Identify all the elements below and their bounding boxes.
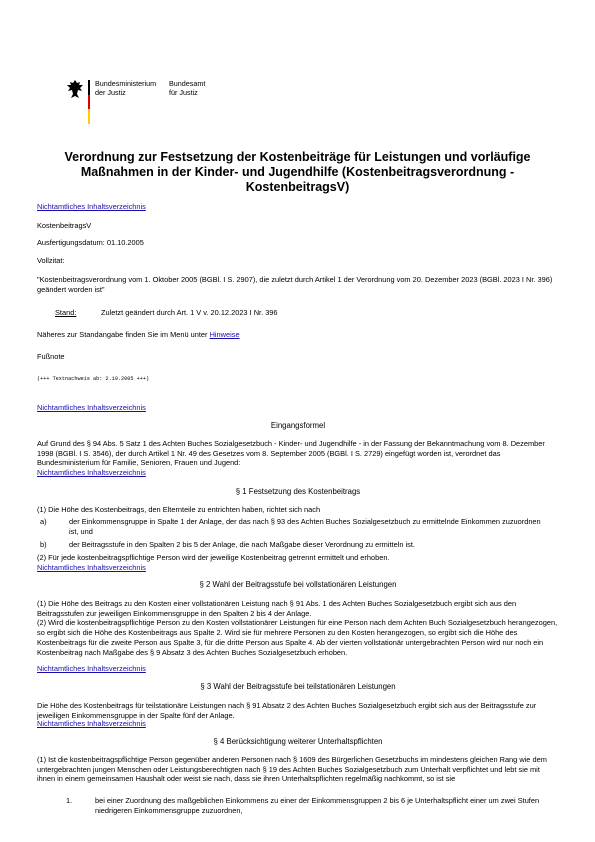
toc-link[interactable]: Nichtamtliches Inhaltsverzeichnis [37, 468, 146, 477]
s1-item-b-text: der Beitragsstufe in den Spalten 2 bis 5 der Anlage, die nach Maßgabe dieser Verordnung zu ermitteln ist. [69, 540, 415, 549]
vollzitat-label: Vollzitat: [37, 256, 65, 265]
toc-link[interactable]: Nichtamtliches Inhaltsverzeichnis [37, 719, 146, 728]
s1-item-b-label: b) [40, 540, 47, 549]
stand-value: Zuletzt geändert durch Art. 1 V v. 20.12.2023 I Nr. 396 [101, 308, 278, 317]
footnote-text: (+++ Textnachweis ab: 2.10.2005 +++) [37, 376, 150, 382]
s4-item-1-label: 1. [66, 796, 73, 805]
german-flag-bar [88, 80, 90, 124]
page-title: Verordnung zur Festsetzung der Kostenbeiträge für Leistungen und vorläufige Maßnahmen in der Kinder- und Jugendhilfe (Kostenbeitragsverordnung - KostenbeitragsV) [64, 150, 531, 194]
section-title-eingang: Eingangsformel [270, 421, 326, 430]
section-title-3: § 3 Wahl der Beitragsstufe bei teilstationären Leistungen [200, 682, 396, 691]
s1-item-a-label: a) [40, 517, 47, 526]
s2-text: (1) Die Höhe des Beitrags zu den Kosten einer vollstationären Leistung nach § 91 Abs. 1 des Achten Buches Sozialgesetzbuch ergibt sich aus den Beitragsstufen zur jeweiligen Einkommensgruppe in den Spalten 2 bis 4 der Anlage. (2) Wird die kostenbeitragspflichtige Person zu den Kosten vollstationärer Leistungen für eine Person nach dem Achten Buch Sozialgesetzbuch herangezogen, so ergibt sich die Höhe des Kostenbeitrags aus Spalte 2. Wird sie für mehrere Personen zu den Kosten herangezogen, so ergibt sich die Höhe des Kostenbeitrags für die zweite Person aus Spalte 3, für die dritte Person aus Spalte 4. Ab der vierten vollstationär untergebrachten Person wird nur noch ein Kostenbeitrag nach Maßgabe des § 9 Absatz 3 des Achten Buches Sozialgesetzbuch erhoben. [37, 599, 558, 657]
toc-link[interactable]: Nichtamtliches Inhaltsverzeichnis [37, 403, 146, 412]
footnote-heading: Fußnote [37, 352, 65, 361]
s4-item-1-text: bei einer Zuordnung des maßgeblichen Einkommens zu einer der Einkommensgruppen 2 bis 6 je Unterhaltspflicht einer um zwei Stufen niedrigeren Einkommensgruppe zuzuordnen, [95, 796, 540, 815]
toc-link[interactable]: Nichtamtliches Inhaltsverzeichnis [37, 563, 146, 572]
section-title-4: § 4 Berücksichtigung weiterer Unterhaltspflichten [213, 737, 383, 746]
toc-link[interactable]: Nichtamtliches Inhaltsverzeichnis [37, 664, 146, 673]
eingang-text: Auf Grund des § 94 Abs. 5 Satz 1 des Achten Buches Sozialgesetzbuch - Kinder- und Jugendhilfe - in der Fassung der Bekanntmachung vom 8. Dezember 1998 (BGBl. I S. 3546), der durch Artikel 1 Nr. 49 des Gesetzes vom 8. September 2005 (BGBl. I S. 2729) eingefügt worden ist, verordnet das Bundesministerium für Familie, Senioren, Frauen und Jugend: [37, 439, 545, 468]
s3-text: Die Höhe des Kostenbeitrags für teilstationäre Leistungen nach § 91 Absatz 2 des Achten Buches Sozialgesetzbuch ergibt sich aus der Beitragsstufe zur jeweiligen Einkommensgruppe in der Spalte fünf der Anlage. [37, 701, 537, 720]
s4-text: (1) Ist die kostenbeitragspflichtige Person gegenüber anderen Personen nach § 1609 des Bürgerlichen Gesetzbuchs im mindestens gleichen Rang wie dem untergebrachten jungen Menschen oder Leistungsberechtigten nach § 19 des Achten Buches Sozialgesetzbuch zum Unterhalt verpflichtet und lebt sie mit ihnen in einem gemeinsamen Haushalt oder weist sie nach, dass sie ihren Unterhaltspflichten regelmäßig nachkommt, so ist sie [37, 755, 547, 784]
ministry-name: Bundesministerium der Justiz [95, 79, 157, 97]
federal-eagle-icon [64, 78, 86, 100]
stand-label: Stand: [55, 308, 77, 317]
s1-paragraph-1: (1) Die Höhe des Kostenbeitrags, den Elternteile zu entrichten haben, richtet sich nach [37, 505, 321, 514]
office-name: Bundesamt für Justiz [169, 79, 206, 97]
abbreviation: KostenbeitragsV [37, 221, 92, 230]
naeheres-text: Näheres zur Standangabe finden Sie im Menü unter [37, 330, 208, 339]
s1-paragraph-2: (2) Für jede kostenbeitragspflichtige Person wird der jeweilige Kostenbeitrag getrennt ermittelt und erhoben. [37, 553, 390, 562]
issue-date: Ausfertigungsdatum: 01.10.2005 [37, 238, 144, 247]
toc-link[interactable]: Nichtamtliches Inhaltsverzeichnis [37, 202, 146, 211]
section-title-2: § 2 Wahl der Beitragsstufe bei vollstationären Leistungen [199, 580, 397, 589]
hinweise-link[interactable]: Hinweise [209, 330, 240, 339]
s1-item-a-text: der Einkommensgruppe in Spalte 1 der Anlage, der das nach § 93 des Achten Buches Sozialgesetzbuch zu ermittelnde Einkommen zuzuordnen ist, und [69, 517, 541, 536]
section-title-1: § 1 Festsetzung des Kostenbeitrags [235, 487, 361, 496]
vollzitat-text: "Kostenbeitragsverordnung vom 1. Oktober 2005 (BGBl. I S. 2907), die zuletzt durch Artikel 1 der Verordnung vom 20. Dezember 2023 (BGBl. 2023 I Nr. 396) geändert worden ist" [37, 275, 553, 294]
naeheres-line [37, 330, 240, 340]
